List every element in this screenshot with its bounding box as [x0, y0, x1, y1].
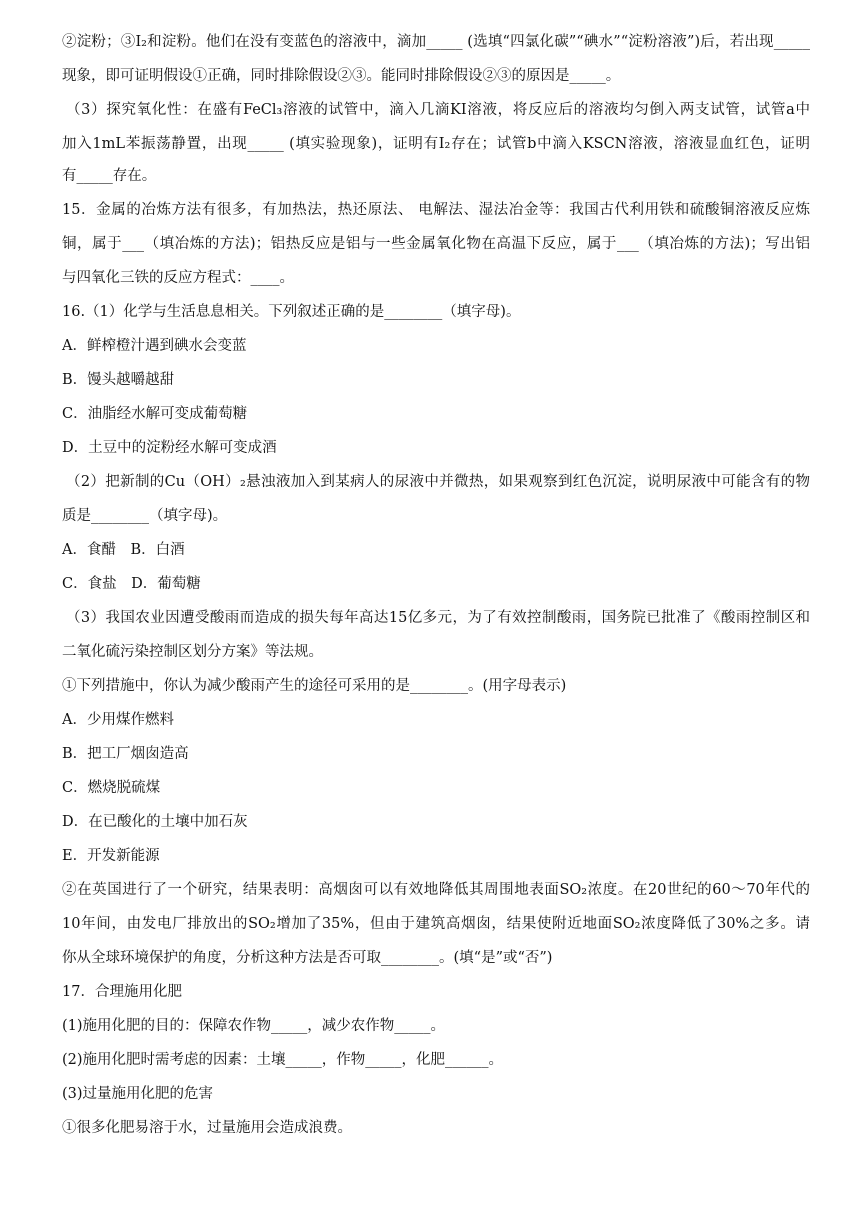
text-line: ①下列措施中，你认为减少酸雨产生的途径可采用的是________。(用字母表示) [62, 678, 567, 694]
text-line: 现象，即可证明假设①正确，同时排除假设②③。能同时排除假设②③的原因是_____。 [62, 68, 621, 84]
text-line: （3）探究氧化性：在盛有FeCl₃溶液的试管中，滴入几滴KI溶液，将反应后的溶液均匀倒入两支试管，试管a中 [66, 102, 810, 118]
text-line: (3)过量施用化肥的危害 [62, 1086, 214, 1102]
option-line: B．把工厂烟囱造高 [62, 746, 189, 762]
question-16-line: 16.（1）化学与生活息息相关。下列叙述正确的是________（填字母)。 [62, 304, 521, 320]
text-line: （2）把新制的Cu（OH）₂悬浊液加入到某病人的尿液中并微热，如果观察到红色沉淀，说明尿液中可能含有的物 [66, 474, 810, 490]
text-line: ②在英国进行了一个研究，结果表明：高烟囱可以有效地降低其周围地表面SO₂浓度。在20世纪的60～70年代的 [62, 882, 810, 898]
option-line: C．食盐 D．葡萄糖 [62, 576, 201, 592]
option-line: D．土豆中的淀粉经水解可变成酒 [62, 440, 277, 456]
text-line: 你从全球环境保护的角度，分析这种方法是否可取________。(填“是”或“否”) [62, 950, 553, 966]
text-line: ②淀粉；③I₂和淀粉。他们在没有变蓝色的溶液中，滴加_____ (选填“四氯化碳”“碘水”“淀粉溶液”)后，若出现_____ [62, 34, 810, 50]
option-line: A．少用煤作燃料 [62, 712, 174, 728]
text-line: 与四氧化三铁的反应方程式：____。 [62, 270, 294, 286]
text-line: 加入1mL苯振荡静置，出现_____ (填实验现象)，证明有I₂存在；试管b中滴入KSCN溶液，溶液显血红色，证明 [62, 136, 810, 152]
question-17-line: 17．合理施用化肥 [62, 984, 182, 1000]
question-15-line: 15．金属的冶炼方法有很多，有加热法，热还原法、 电解法、湿法冶金等：我国古代利用铁和硫酸铜溶液反应炼 [62, 202, 810, 218]
text-line: (1)施用化肥的目的：保障农作物_____，减少农作物_____。 [62, 1018, 446, 1034]
option-line: A．食醋 B．白酒 [62, 542, 185, 558]
text-line: (2)施用化肥时需考虑的因素：土壤_____，作物_____，化肥______。 [62, 1052, 504, 1068]
text-line: 有_____存在。 [62, 168, 157, 184]
text-line: 质是________（填字母)。 [62, 508, 228, 524]
option-line: D．在已酸化的土壤中加石灰 [62, 814, 248, 830]
option-line: C．燃烧脱硫煤 [62, 780, 161, 796]
text-line: 铜，属于___（填冶炼的方法)；铝热反应是铝与一些金属氧化物在高温下反应，属于___（填冶炼的方法)；写出铝 [62, 236, 810, 252]
option-line: B．馒头越嚼越甜 [62, 372, 175, 388]
text-line: ①很多化肥易溶于水，过量施用会造成浪费。 [62, 1120, 352, 1136]
option-line: E．开发新能源 [62, 848, 160, 864]
text-line: 10年间，由发电厂排放出的SO₂增加了35%，但由于建筑高烟囱，结果使附近地面SO₂浓度降低了30%之多。请 [62, 916, 810, 932]
option-line: A．鲜榨橙汁遇到碘水会变蓝 [62, 338, 247, 354]
text-line: 二氧化硫污染控制区划分方案》等法规。 [62, 644, 323, 660]
text-line: （3）我国农业因遭受酸雨而造成的损失每年高达15亿多元，为了有效控制酸雨，国务院已批准了《酸雨控制区和 [66, 610, 810, 626]
option-line: C．油脂经水解可变成葡萄糖 [62, 406, 248, 422]
